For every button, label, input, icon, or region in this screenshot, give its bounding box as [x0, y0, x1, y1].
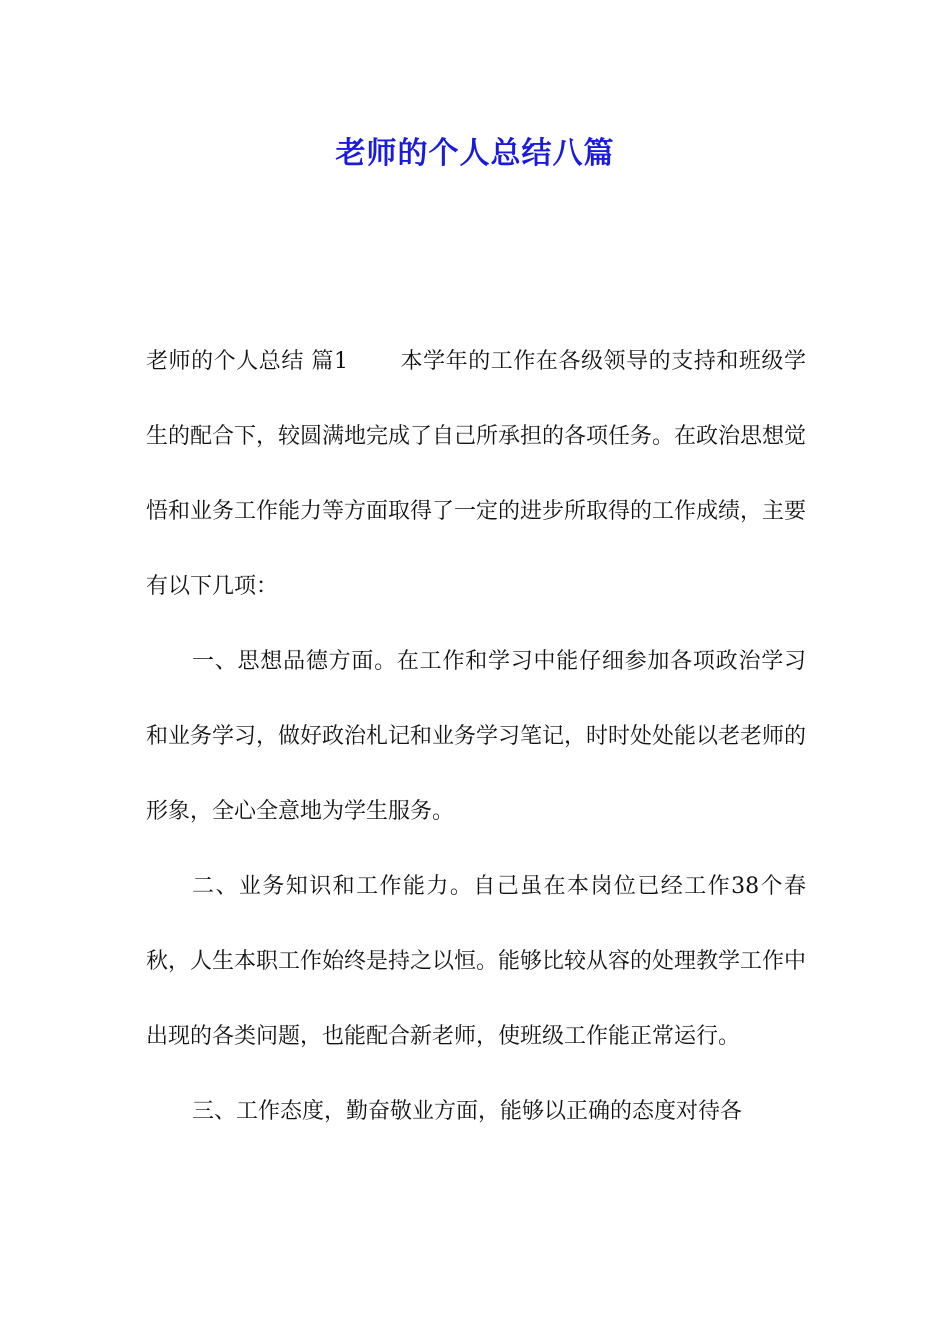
intro-text: 本学年的工作在各级领导的支持和班级学生的配合下，较圆满地完成了自己所承担的各项任务。在政治思想觉悟和业务工作能力等方面取得了一定的进步所取得的工作成绩，主要有以下几项：	[146, 349, 807, 599]
paragraph-3: 三、工作态度，勤奋敬业方面，能够以正确的态度对待各	[192, 1099, 743, 1124]
document-body	[146, 324, 806, 1149]
intro-paragraph	[146, 324, 806, 624]
document-title: 老师的个人总结八篇	[335, 136, 615, 171]
paragraph-2: 二、业务知识和工作能力。自己虽在本岗位已经工作38个春秋，人生本职工作始终是持之以恒。能够比较从容的处理教学工作中出现的各类问题，也能配合新老师，使班级工作能正常运行。	[146, 874, 807, 1049]
section-heading: 老师的个人总结 篇1	[146, 349, 348, 374]
paragraph-1: 一、思想品德方面。在工作和学习中能仔细参加各项政治学习和业务学习，做好政治札记和业务学习笔记，时时处处能以老老师的形象，全心全意地为学生服务。	[146, 649, 807, 824]
